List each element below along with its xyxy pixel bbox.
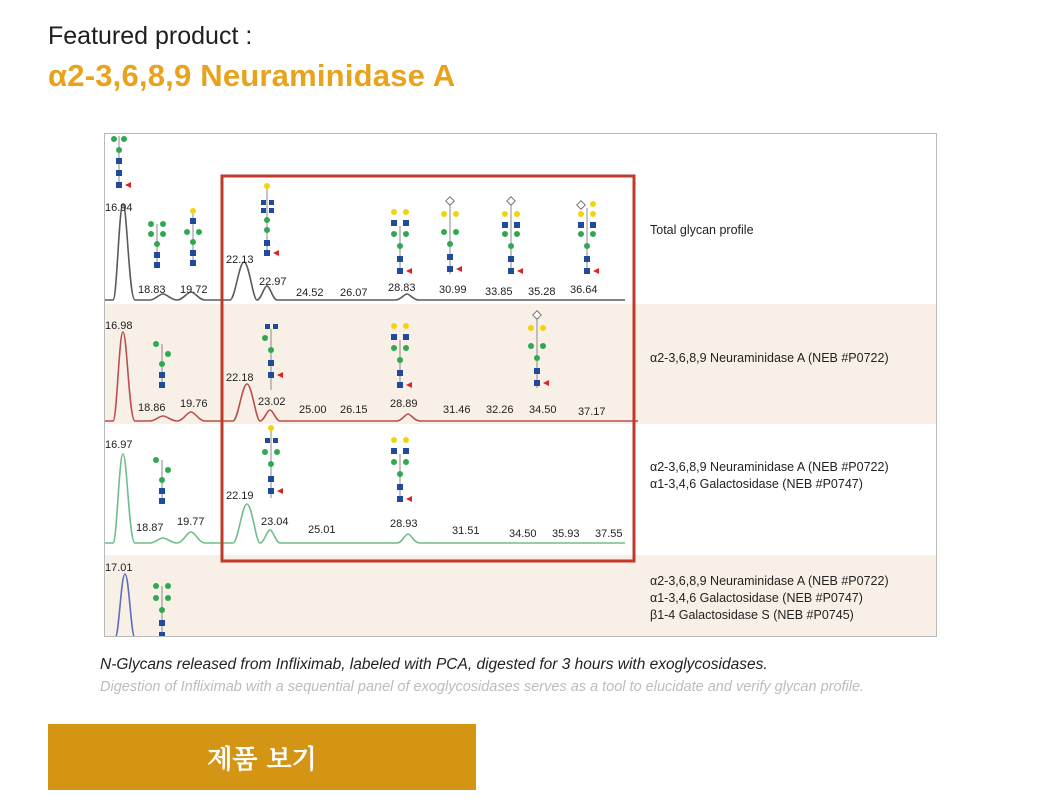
peak-label: 22.97 bbox=[259, 276, 287, 288]
glycan-structure-icon bbox=[577, 201, 599, 274]
trace-1-label: Total glycan profile bbox=[650, 223, 754, 237]
glycan-structure-icon bbox=[184, 208, 202, 266]
peak-label: 19.72 bbox=[180, 284, 208, 296]
peak-label: 32.26 bbox=[486, 404, 514, 416]
glycan-structure-icon bbox=[153, 457, 171, 504]
peak-label: 19.76 bbox=[180, 398, 208, 410]
peak-label: 30.99 bbox=[439, 284, 467, 296]
glycan-structure-icon bbox=[391, 209, 412, 274]
glycan-structure-icon bbox=[262, 324, 283, 390]
chromatogram-plot bbox=[105, 134, 937, 637]
peak-label: 24.52 bbox=[296, 287, 324, 299]
peak-label: 31.51 bbox=[452, 525, 480, 537]
peak-label: 35.28 bbox=[528, 286, 556, 298]
view-product-button[interactable]: 제품 보기 bbox=[48, 724, 476, 790]
trace-3-label: α2-3,6,8,9 Neuraminidase A (NEB #P0722) α1-3,4,6 Galactosidase (NEB #P0747) bbox=[650, 460, 889, 491]
peak-label: 23.04 bbox=[261, 516, 289, 528]
glycan-structure-icon bbox=[441, 197, 462, 274]
glycan-structure-icon bbox=[111, 136, 131, 188]
glycan-profile-figure bbox=[104, 133, 937, 637]
peak-label: 18.86 bbox=[138, 402, 166, 414]
trace-4-label: α2-3,6,8,9 Neuraminidase A (NEB #P0722) α1-3,4,6 Galactosidase (NEB #P0747) β1-4 Galactosidase S (NEB #P0745) bbox=[650, 574, 889, 622]
peak-label: 22.18 bbox=[226, 372, 254, 384]
figure-caption bbox=[100, 656, 1000, 695]
peak-label: 16.97 bbox=[105, 439, 133, 451]
peak-label: 31.46 bbox=[443, 404, 471, 416]
glycan-structure-icon bbox=[528, 311, 549, 388]
peak-label: 37.55 bbox=[595, 528, 623, 540]
glycan-structure-icon bbox=[502, 197, 523, 274]
highlight-box bbox=[222, 176, 634, 561]
glycan-structure-icon bbox=[153, 341, 171, 388]
glycan-structure-icon bbox=[391, 437, 412, 502]
peak-label: 22.13 bbox=[226, 254, 254, 266]
peak-label: 26.07 bbox=[340, 287, 368, 299]
peak-label: 28.89 bbox=[390, 398, 418, 410]
trace-2-label: α2-3,6,8,9 Neuraminidase A (NEB #P0722) bbox=[650, 351, 889, 365]
peak-label: 18.83 bbox=[138, 284, 166, 296]
trace-3-line bbox=[105, 454, 625, 543]
peak-label: 25.00 bbox=[299, 404, 327, 416]
peak-label: 28.83 bbox=[388, 282, 416, 294]
peak-label: 22.19 bbox=[226, 490, 254, 502]
peak-label: 26.15 bbox=[340, 404, 368, 416]
product-title: α2-3,6,8,9 Neuraminidase A bbox=[48, 58, 456, 93]
peak-label: 16.94 bbox=[105, 202, 133, 214]
glycan-structure-icon bbox=[153, 583, 171, 637]
peak-label: 37.17 bbox=[578, 406, 606, 418]
peak-label: 25.01 bbox=[308, 524, 336, 536]
glycan-structure-icon bbox=[391, 323, 412, 388]
trace-4-line bbox=[105, 574, 135, 637]
glycan-structure-icon bbox=[262, 425, 283, 498]
peak-label: 28.93 bbox=[390, 518, 418, 530]
peak-label: 19.77 bbox=[177, 516, 205, 528]
peak-label: 34.50 bbox=[529, 404, 557, 416]
peak-label: 23.02 bbox=[258, 396, 286, 408]
caption-line-2: Digestion of Infliximab with a sequential panel of exoglycosidases serves as a tool to elucidate and verify glycan profile. bbox=[100, 679, 865, 695]
glycan-structure-icon bbox=[261, 183, 279, 256]
peak-label: 18.87 bbox=[136, 522, 164, 534]
glycan-structure-icon bbox=[148, 221, 166, 268]
peak-label: 16.98 bbox=[105, 320, 133, 332]
featured-product-label: Featured product : bbox=[48, 22, 253, 50]
peak-label: 36.64 bbox=[570, 284, 598, 296]
peak-label: 35.93 bbox=[552, 528, 580, 540]
peak-label: 33.85 bbox=[485, 286, 513, 298]
peak-label: 17.01 bbox=[105, 562, 133, 574]
peak-label: 34.50 bbox=[509, 528, 537, 540]
caption-line-1: N-Glycans released from Infliximab, labeled with PCA, digested for 3 hours with exoglycosidases. bbox=[100, 656, 768, 673]
